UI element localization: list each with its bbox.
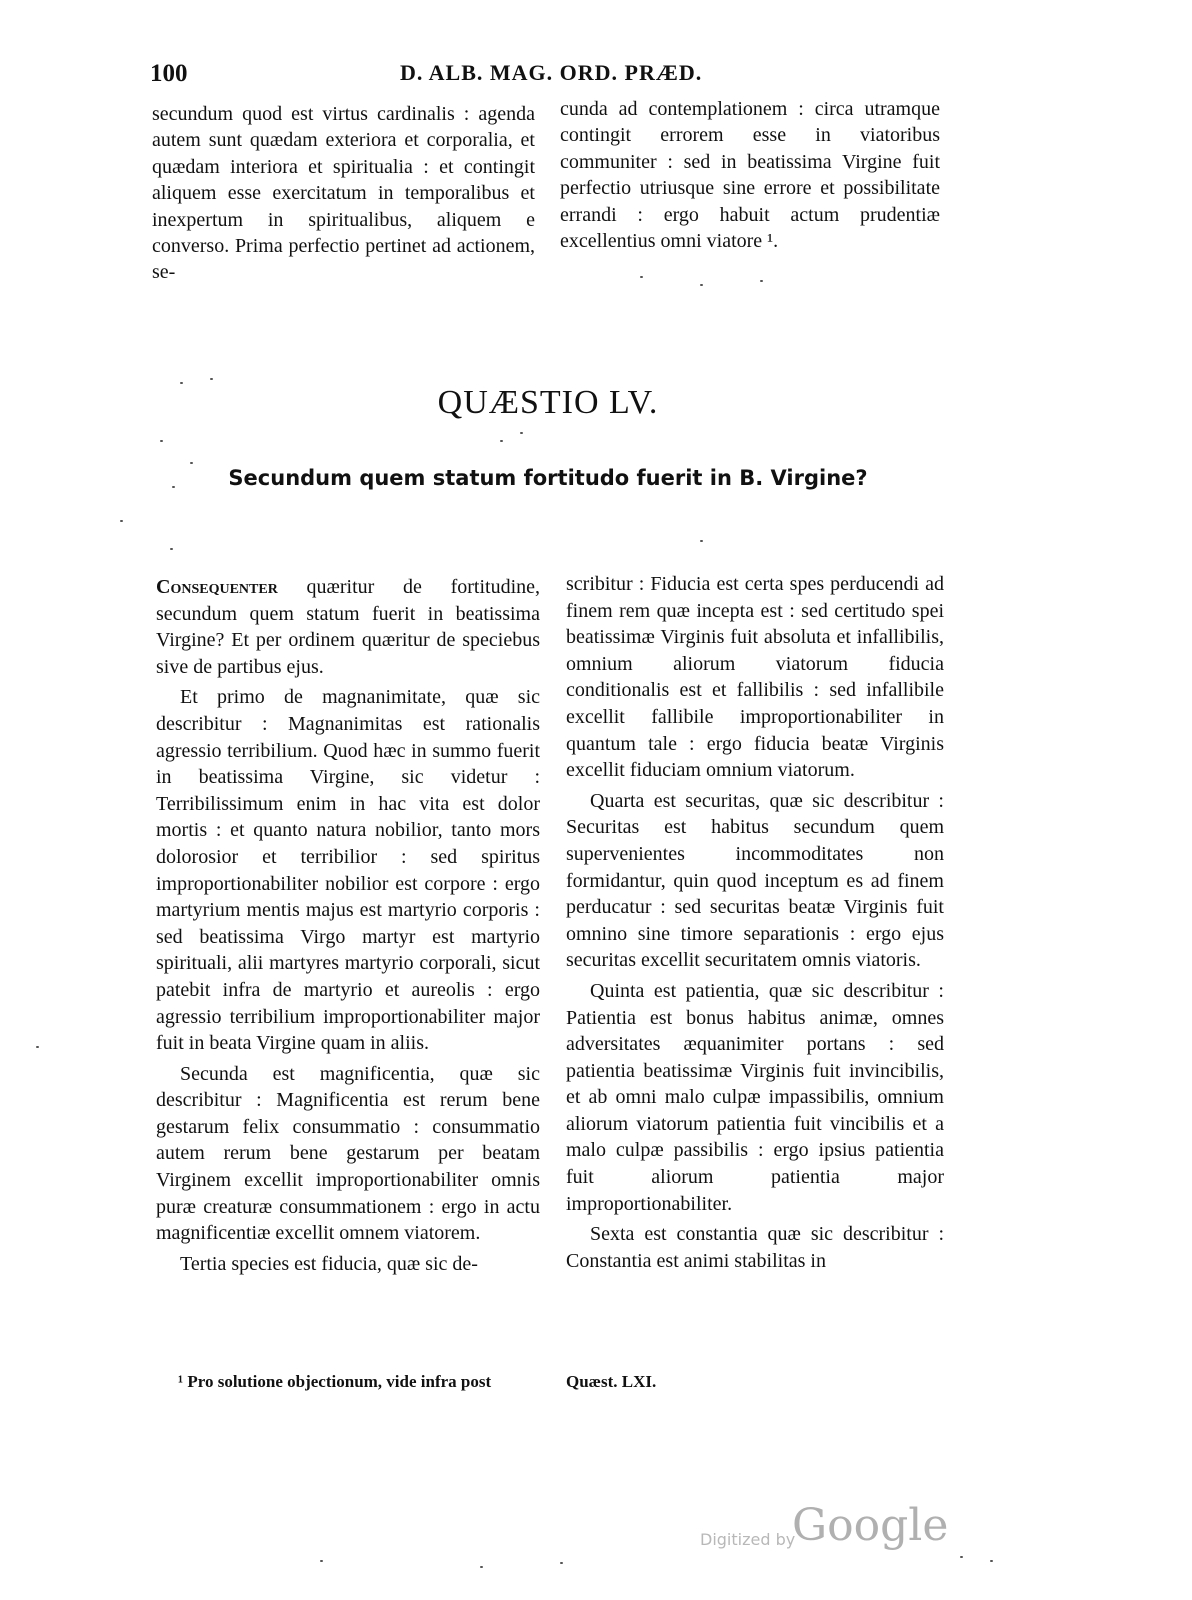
opening-paragraph — [156, 574, 540, 680]
paragraph: Quarta est securitas, quæ sic describitur : Securitas est habitus secundum quem supervenientes incommoditates non formidantur, quin quod inceptum es ad finem perducatur : sed securitas beatæ Virginis fuit omnino sine timore separationis : ergo ejus securitas excellit securitatem omnis viatoris. — [566, 789, 944, 972]
paragraph: Quinta est patientia, quæ sic describitur : Patientia est bonus habitus animæ, omnes adversitates æquanimiter portans : sed patientia beatissimæ Virginis fuit invincibilis, et ab omni malo culpæ impassibilis, omnium aliorum viatorum patientia fuit vincibilis et a malo culpæ passibilis : ergo ipsius patientia fuit aliorum patientia major improportionabiliter. — [566, 979, 944, 1215]
question-heading: QUÆSTIO LV. — [437, 384, 659, 421]
paragraph: Tertia species est fiducia, quæ sic de- — [180, 1252, 478, 1275]
digitized-by-label: Digitized by — [700, 1530, 796, 1549]
running-head — [150, 60, 970, 94]
top-left-column — [152, 101, 535, 286]
paragraph: Secunda est magnificentia, quæ sic describitur : Magnificentia est rerum bene gestarum felix consummatio : consummatio autem rerum bene gestarum per beatam Virginem excellit improportionabiliter omnis puræ creaturæ consummationem : ergo in actu magnificentiæ excellit omnem viatorem. — [156, 1062, 540, 1245]
paragraph: scribitur : Fiducia est certa spes perducendi ad finem rem quæ incepta est : sed certitudo spei beatissimæ Virginis fuit absoluta et infallibilis, omnium aliorum viatorum fiducia conditionalis est et fallibilis : sed infallibile excellit fallibile improportionabiliter in quantum tale : ergo fiducia beatæ Virginis excellit fiduciam omnium viatorum. — [566, 573, 944, 782]
running-title: D. ALB. MAG. ORD. PRÆD. — [400, 60, 703, 85]
paragraph: cunda ad contemplationem : circa utramque contingit errorem esse in viatoribus communiter : sed in beatissima Virgine fuit perfectio utriusque sine errore et possibilitate errandi : ergo habuit actum prudentiæ excellentius omni viatore ¹. — [560, 98, 940, 253]
paragraph-text: quæritur de fortitudine, secundum quem statum fuerit in beatissima Virgine? Et per ordinem quæritur de speciebus sive de partibus ejus. — [156, 576, 540, 678]
body-left-column — [156, 574, 540, 1277]
paragraph: Et primo de magnanimitate, quæ sic describitur : Magnanimitas est rationalis agressio terribilium. Quod hæc in summo fuerit in beatissima Virgine, sic videtur : Terribilissimum enim in hac vita est dolor mortis : et quanto natura nobilior, tanto mors dolorosior et terribilior : sed spiritus improportionabiliter nobilior est corpore : ergo martyrium mentis majus est martyrio corporis : sed beatissima Virgo martyr est martyrio spirituali, alii martyres martyrio corporali, sicut patebit infra de martyrio et aureolis : ergo agressio terribilium improportionabiliter major fuit in beata Virgine quam in aliis. — [156, 686, 540, 1055]
question-subtitle: Secundum quem statum fortitudo fuerit in B. Virgine? — [228, 466, 868, 490]
digitized-watermark — [700, 1500, 1000, 1560]
footnote-left: ¹ Pro solutione objectionum, vide infra post — [178, 1372, 492, 1391]
google-logo: Google — [792, 1500, 949, 1551]
body-right-column — [566, 571, 944, 1274]
lead-word: Consequenter — [156, 576, 278, 598]
page-number: 100 — [150, 60, 188, 87]
footnote-right: Quæst. LXI. — [566, 1372, 657, 1391]
paragraph: Sexta est constantia quæ sic describitur : Constantia est animi stabilitas in — [566, 1223, 944, 1272]
paragraph: secundum quod est virtus cardinalis : agenda autem sunt quædam exteriora et corporalia, et quædam interiora et spiritualia : et contingit aliquem esse exercitatum in temporalibus et inexpertum in spiritualibus, aliquem e converso. Prima perfectio pertinet ad actionem, se- — [152, 103, 535, 284]
top-right-column — [560, 96, 940, 254]
